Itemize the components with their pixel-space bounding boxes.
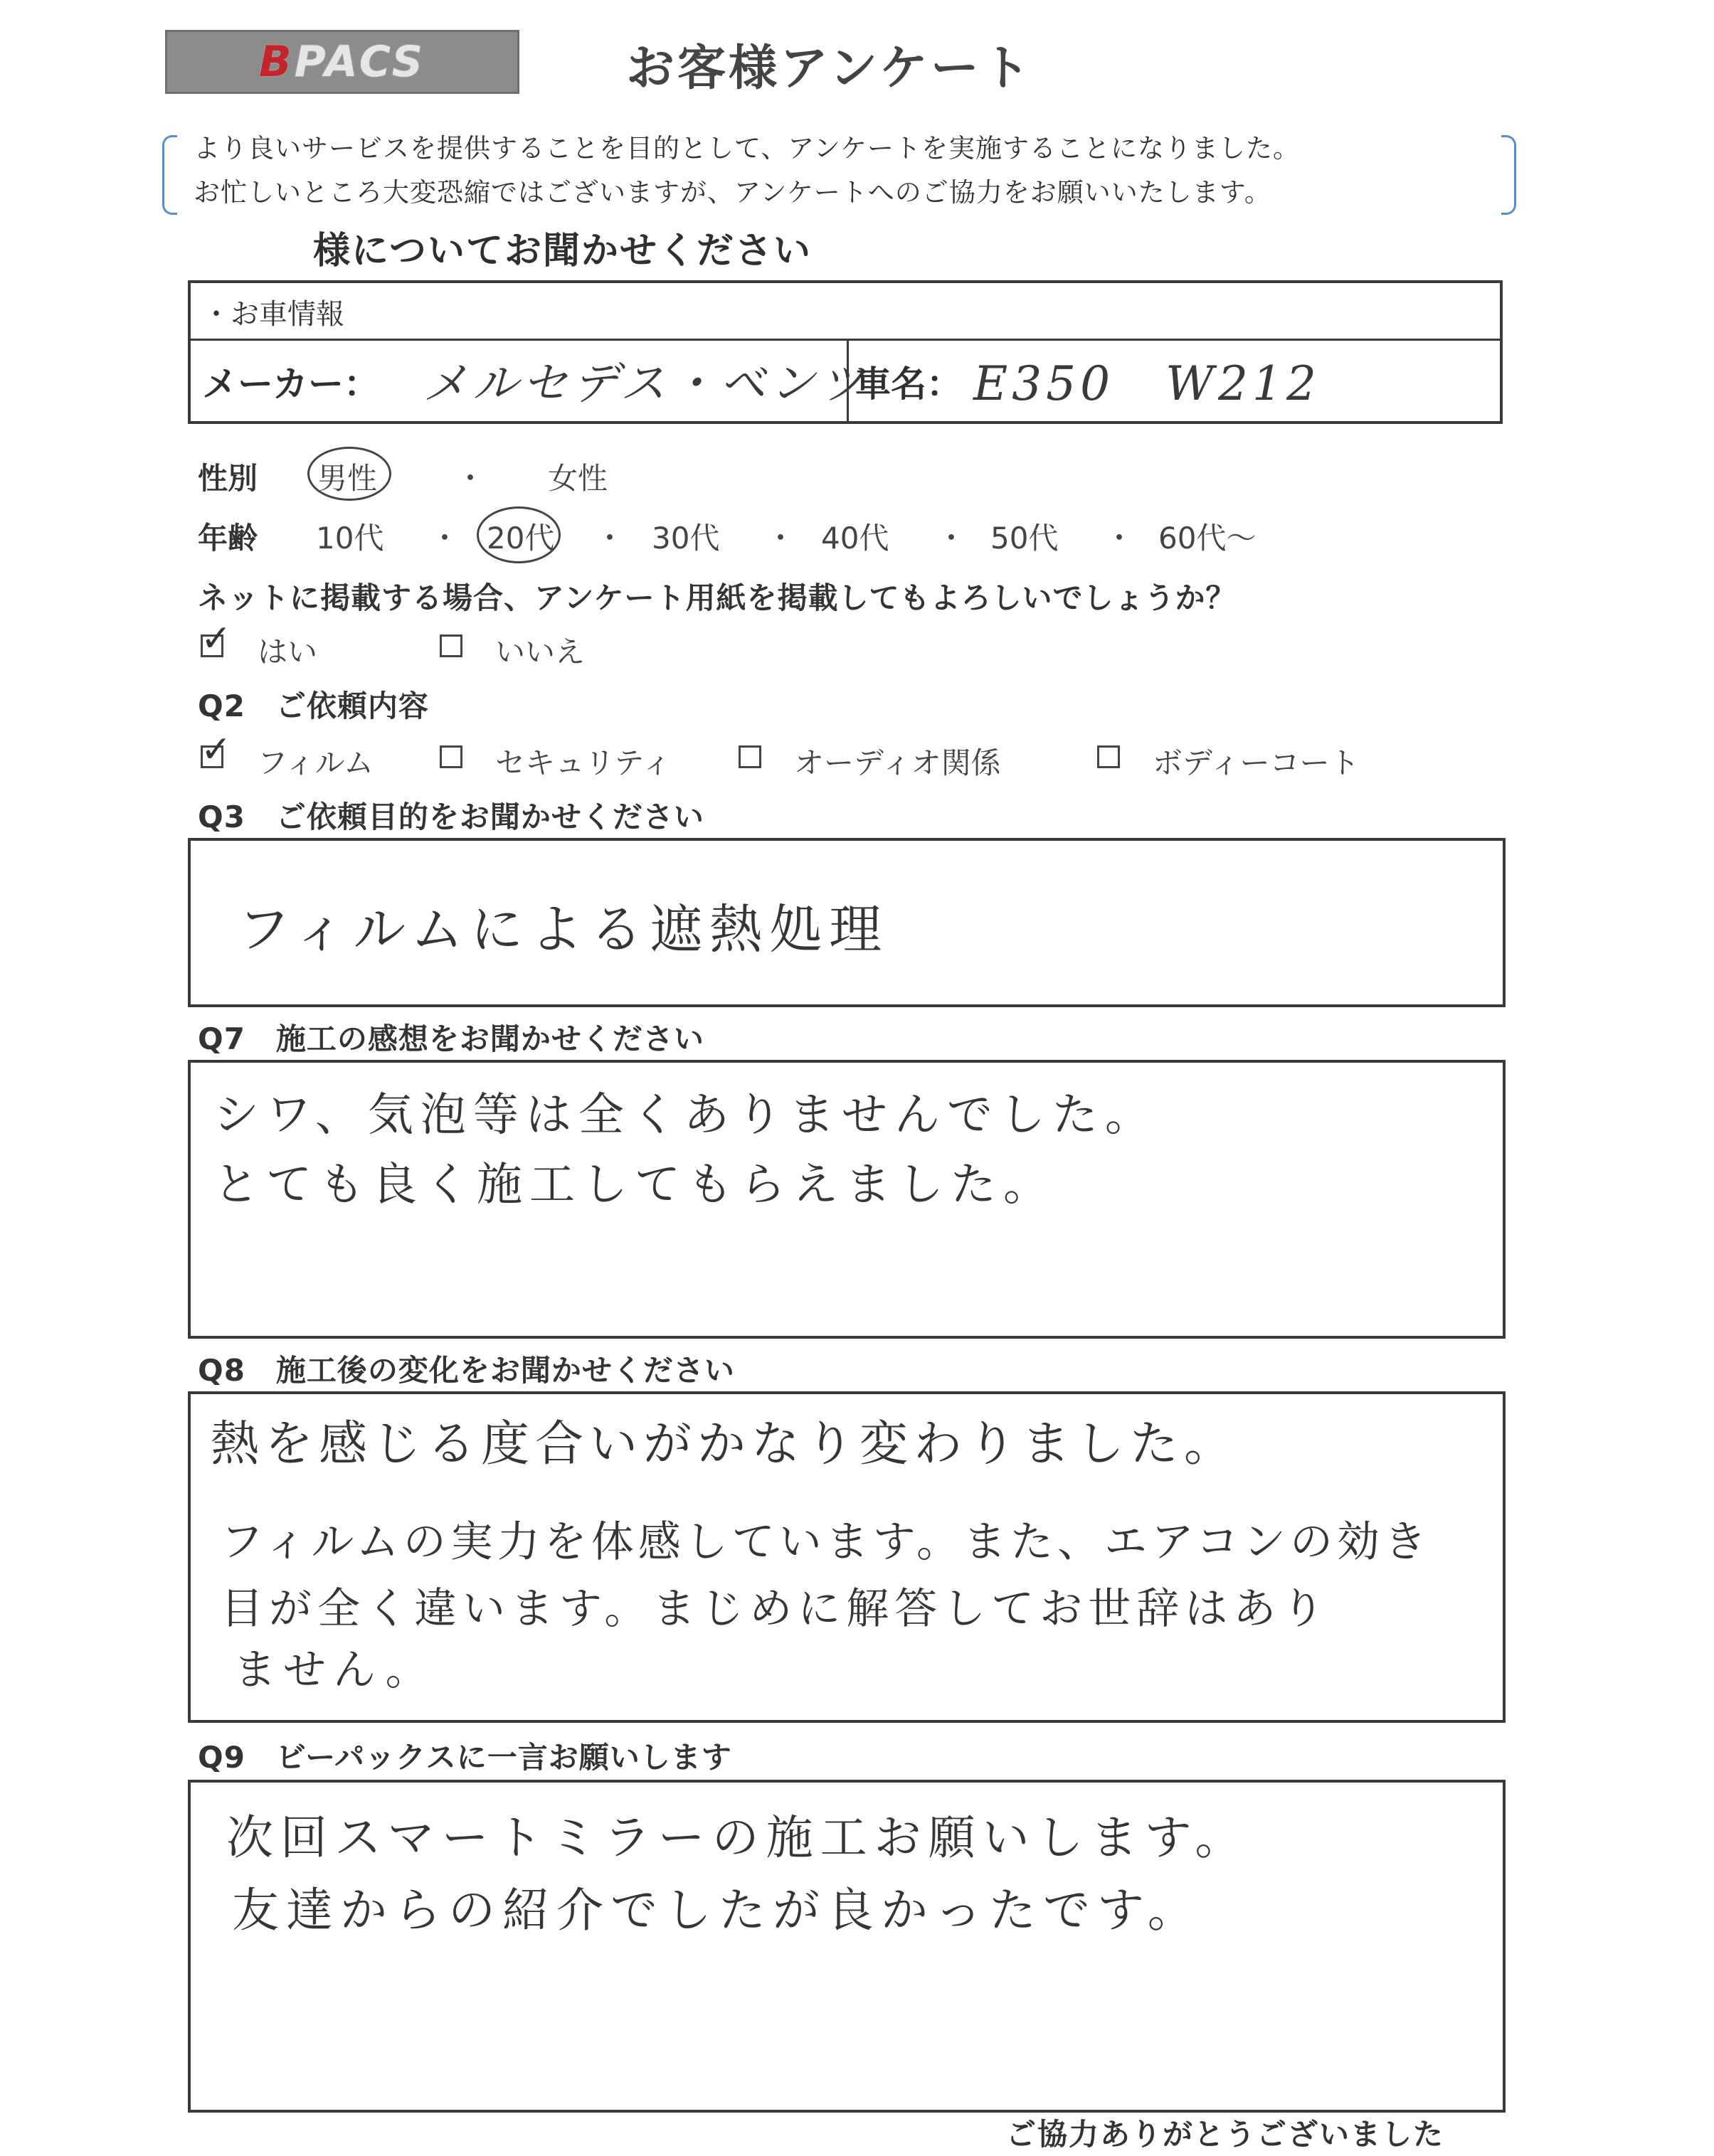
q9-label: Q9 ビーパックスに一言お願いします [198,1740,732,1775]
car-info-heading-row [191,283,1500,341]
age-label: 年齢 [198,521,258,556]
q9-answer-line-2: 友達からの紹介でしたが良かったです。 [232,1883,1202,1938]
q8-answer-line-4: ません。 [233,1645,435,1695]
age-option-20s[interactable]: 20代 [487,521,555,556]
q2-option-bodycoat: ボディーコート [1153,745,1360,780]
footer-thanks: ご協力ありがとうございました [1006,2117,1445,2152]
model-label: 車名： [855,363,962,405]
q9-answer-line-1: 次回スマートミラーの施工お願いします。 [226,1810,1249,1865]
q7-answer-line-1: シワ、気泡等は全くありませんでした。 [213,1089,1158,1142]
q2-audio-checkbox[interactable] [739,745,761,768]
age-separator: ・ [430,521,460,556]
gender-label: 性別 [198,461,258,496]
q2-option-security: セキュリティ [495,745,672,780]
publish-no-checkbox[interactable] [440,634,462,657]
age-option-50s[interactable]: 50代 [990,521,1059,556]
car-info-heading: ・お車情報 [202,298,344,331]
gender-option-female[interactable]: 女性 [548,461,608,496]
q2-label: Q2 ご依頼内容 [198,689,429,723]
maker-value[interactable]: メルセデス・ベンツ [423,358,869,410]
page-title: お客様アンケート [626,41,1033,97]
gender-separator: ・ [455,461,486,496]
publish-no-label: いいえ [495,634,586,669]
q2-option-audio: オーディオ関係 [794,745,1001,780]
gender-option-male[interactable]: 男性 [317,461,378,496]
logo-prefix: B [259,37,295,87]
q8-answer-line-1: 熱を感じる度合いがかなり変わりました。 [211,1416,1239,1472]
age-separator: ・ [595,521,625,556]
q2-security-checkbox[interactable] [440,745,462,768]
intro-bracket-left [162,135,177,215]
model-value[interactable]: E350 W212 [973,356,1321,411]
publish-yes-tick: ✓ [201,617,232,660]
q8-answer-line-2: フィルムの実力を体感しています。また、エアコンの効き [221,1517,1431,1567]
q7-label: Q7 施工の感想をお聞かせください [198,1021,704,1056]
age-option-40s[interactable]: 40代 [821,521,889,556]
publish-yes-label: はい [258,634,318,669]
age-separator: ・ [766,521,796,556]
q3-answer: フィルムによる遮熱処理 [238,899,889,960]
q3-label: Q3 ご依頼目的をお聞かせください [198,800,704,834]
publish-question: ネットに掲載する場合、アンケート用紙を掲載してもよろしいでしょうか？ [198,580,1237,615]
q2-bodycoat-checkbox[interactable] [1097,745,1120,768]
bpacs-logo [165,30,519,94]
intro-bracket-right [1501,135,1516,215]
intro-line-1: より良いサービスを提供することを目的として、アンケートを実施することになりました。 [194,133,1301,164]
logo-text: PACS [294,37,425,87]
age-option-30s[interactable]: 30代 [652,521,720,556]
q8-answer-line-3: 目が全く違います。まじめに解答してお世辞はあり [221,1584,1331,1634]
age-option-60s-plus[interactable]: 60代～ [1158,521,1257,556]
q8-label: Q8 施工後の変化をお聞かせください [198,1353,735,1388]
age-option-10s[interactable]: 10代 [316,521,384,556]
q7-answer-line-2: とても良く施工してもらえました。 [213,1159,1056,1211]
age-separator: ・ [1104,521,1135,556]
q2-option-film: フィルム [258,745,374,780]
q2-film-tick: ✓ [201,728,232,771]
age-separator: ・ [936,521,967,556]
maker-label: メーカー： [202,363,379,405]
intro-line-2: お忙しいところ大変恐縮ではございますが、アンケートへのご協力をお願いいたします。 [194,177,1271,208]
section-heading: 様についてお聞かせください [313,230,812,272]
